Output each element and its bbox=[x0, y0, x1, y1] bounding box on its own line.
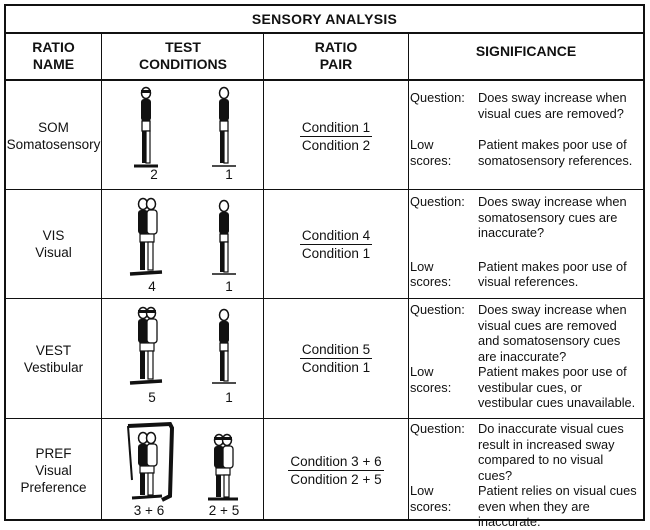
question-text: Does sway increase when visual cues are removed and somatosensory cues are inaccurate? bbox=[478, 302, 627, 364]
ratio-full-name: Visual bbox=[35, 245, 72, 260]
significance-vis bbox=[410, 194, 640, 290]
ratio-full-name: Visual bbox=[35, 462, 72, 478]
ratio-denominator: Condition 1 bbox=[301, 245, 371, 261]
header-ratio-name-line2: NAME bbox=[32, 56, 75, 72]
header-ratio-name-line1: RATIO bbox=[32, 39, 75, 55]
question-row bbox=[410, 90, 640, 121]
header-ratio-pair bbox=[264, 33, 408, 81]
ratio-numerator: Condition 3 + 6 bbox=[290, 453, 382, 469]
question-text: Do inaccurate visual cues result in increased sway compared to no visual cues? bbox=[478, 421, 624, 483]
significance-pref bbox=[410, 421, 640, 530]
header-test-conditions-line2: CONDITIONS bbox=[139, 56, 227, 72]
ratio-full-name: Somatosensory bbox=[6, 137, 101, 152]
low-scores-label: Low scores: bbox=[410, 258, 452, 289]
low-scores-label: Low scores: bbox=[410, 137, 452, 168]
question-row bbox=[410, 194, 640, 241]
question-text: Does sway increase when somatosensory cues are inaccurate? bbox=[478, 194, 627, 240]
standing-figure-icon bbox=[212, 310, 236, 384]
condition-number-left: 3 + 6 bbox=[133, 503, 165, 518]
sensory-analysis-table bbox=[4, 4, 645, 529]
header-significance-label: SIGNIFICANCE bbox=[475, 43, 577, 59]
ratio-name-pref bbox=[6, 419, 101, 521]
low-scores-row bbox=[410, 483, 640, 530]
header-ratio-pair-line2: PAIR bbox=[319, 56, 353, 72]
column-divider bbox=[408, 33, 409, 519]
ratio-numerator: Condition 5 bbox=[301, 342, 371, 357]
swaying-figure-icon bbox=[130, 199, 162, 275]
condition-number-right: 2 + 5 bbox=[208, 503, 240, 518]
test-conditions-figures bbox=[102, 420, 263, 502]
standing-figure-icon bbox=[134, 88, 158, 167]
significance-som bbox=[410, 90, 640, 168]
question-row bbox=[410, 421, 640, 483]
ratio-full-name: Vestibular bbox=[23, 359, 84, 375]
header-test-conditions-line1: TEST bbox=[165, 39, 201, 55]
question-text: Does sway increase when visual cues are removed? bbox=[478, 90, 627, 121]
condition-number-left: 4 bbox=[148, 279, 156, 294]
low-scores-text: Patient makes poor use of vestibular cues, or vestibular cues unavailable. bbox=[478, 364, 636, 410]
test-conditions-figures bbox=[102, 304, 263, 388]
ratio-name-vis bbox=[6, 190, 101, 298]
ratio-pair-pref bbox=[264, 419, 408, 521]
ratio-pair-som bbox=[264, 83, 408, 189]
question-label: Question: bbox=[410, 194, 465, 209]
low-scores-row bbox=[410, 137, 640, 168]
ratio-pair-vis bbox=[264, 190, 408, 298]
question-label: Question: bbox=[410, 302, 465, 317]
header-test-conditions bbox=[102, 33, 264, 81]
condition-number-right: 1 bbox=[225, 279, 233, 294]
header-ratio-pair-line1: RATIO bbox=[314, 39, 358, 55]
low-scores-text: Patient makes poor use of visual references. bbox=[478, 258, 627, 289]
low-scores-label: Low scores: bbox=[410, 364, 452, 395]
condition-number-right: 1 bbox=[225, 167, 233, 182]
question-row bbox=[410, 302, 640, 364]
ratio-abbrev: SOM bbox=[38, 120, 69, 135]
header-ratio-name bbox=[6, 33, 101, 81]
low-scores-row bbox=[410, 259, 640, 290]
low-scores-row bbox=[410, 364, 640, 411]
ratio-denominator: Condition 2 + 5 bbox=[290, 471, 382, 487]
question-label: Question: bbox=[410, 421, 465, 436]
ratio-abbrev: VEST bbox=[35, 342, 72, 358]
swaying-figure-icon bbox=[208, 435, 238, 500]
ratio-name-som bbox=[6, 83, 101, 189]
ratio-pair-vest bbox=[264, 299, 408, 418]
ratio-numerator: Condition 4 bbox=[301, 227, 371, 243]
ratio-denominator: Condition 1 bbox=[301, 360, 371, 375]
condition-number-right: 1 bbox=[225, 390, 233, 405]
ratio-abbrev: VIS bbox=[42, 228, 65, 243]
swaying-figure-icon bbox=[132, 433, 162, 499]
condition-number-left: 5 bbox=[148, 390, 156, 405]
low-scores-text: Patient relies on visual cues even when they are inaccurate. bbox=[478, 483, 637, 529]
standing-figure-icon bbox=[212, 201, 236, 275]
condition-number-left: 2 bbox=[150, 167, 158, 182]
ratio-abbrev: PREF bbox=[35, 445, 72, 461]
low-scores-text: Patient makes poor use of somatosensory references. bbox=[478, 137, 633, 168]
ratio-name-vest bbox=[6, 299, 101, 418]
standing-figure-icon bbox=[212, 88, 236, 167]
table-title: SENSORY ANALYSIS bbox=[6, 6, 643, 34]
test-conditions-figures bbox=[102, 195, 263, 279]
low-scores-label: Low scores: bbox=[410, 483, 452, 514]
ratio-denominator: Condition 2 bbox=[301, 137, 371, 153]
header-significance bbox=[409, 33, 643, 81]
ratio-numerator: Condition 1 bbox=[301, 119, 371, 135]
swaying-figure-icon bbox=[130, 308, 162, 384]
ratio-full-name-line2: Preference bbox=[20, 479, 87, 495]
significance-vest bbox=[410, 302, 640, 411]
question-label: Question: bbox=[410, 90, 465, 105]
